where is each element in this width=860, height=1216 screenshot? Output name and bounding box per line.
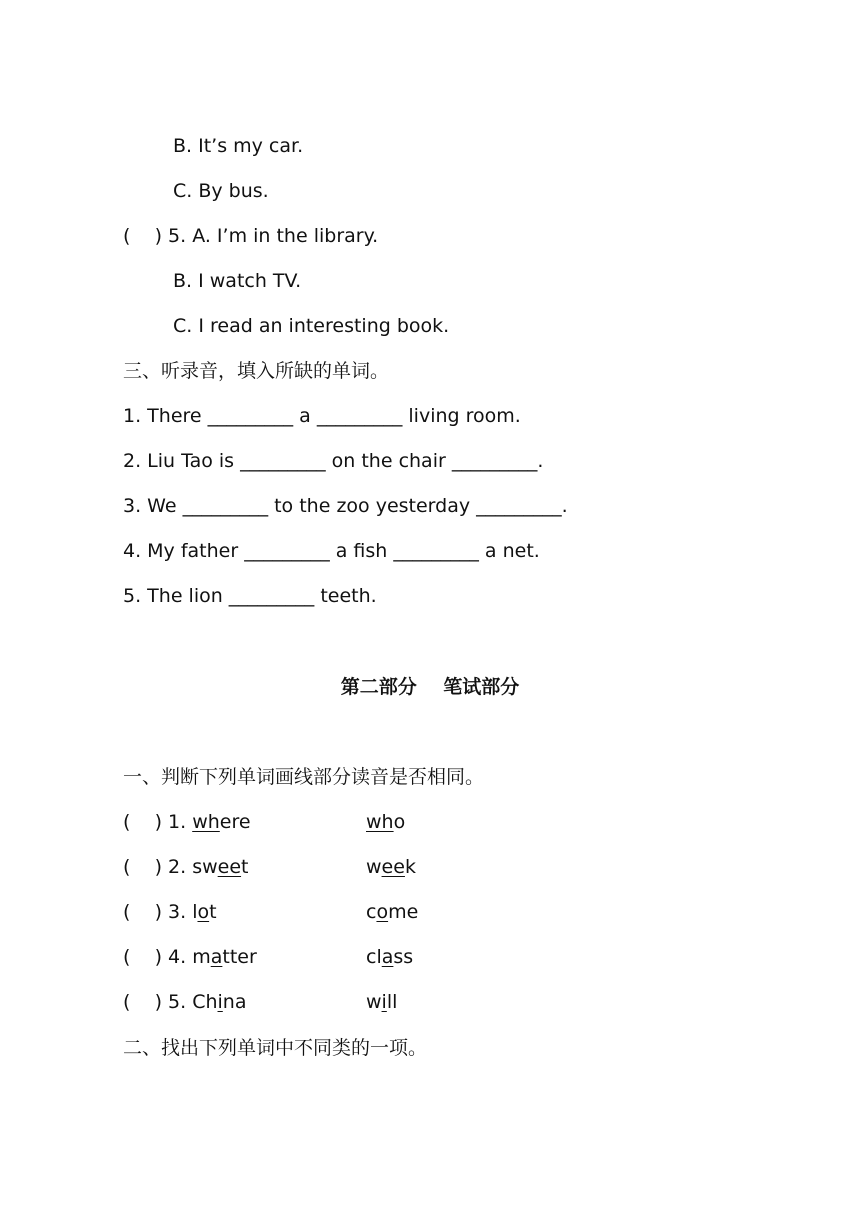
underlined-letters: i (381, 991, 387, 1013)
word-post: k (404, 856, 416, 878)
underlined-letters: ee (217, 856, 242, 878)
item-prefix: ( ) 4. (123, 946, 193, 968)
section-3-heading: 三、听录音，填入所缺的单词。 (123, 360, 390, 382)
item-prefix: ( ) 2. (123, 856, 193, 878)
word-post: o (393, 811, 406, 833)
phonics-compare-3 (366, 899, 418, 925)
word-post: t (241, 856, 249, 878)
word-post: na (222, 991, 247, 1013)
phonics-compare-4 (366, 944, 413, 970)
word-post: ll (386, 991, 398, 1013)
phonics-compare-1 (366, 809, 405, 835)
underlined-letters: a (210, 946, 223, 968)
word-pre: sw (192, 856, 218, 878)
option-4c: C. By bus. (173, 180, 269, 202)
phonics-item-5 (123, 989, 246, 1015)
written-2-heading: 二、找出下列单词中不同类的一项。 (123, 1037, 428, 1059)
phonics-item-3 (123, 899, 217, 925)
word-pre: l (192, 901, 198, 923)
word-pre: m (192, 946, 211, 968)
item-prefix: ( ) 3. (123, 901, 193, 923)
word-post: ere (219, 811, 251, 833)
phonics-compare-2 (366, 854, 416, 880)
word-post: me (388, 901, 419, 923)
part-2-title: 第二部分 笔试部分 (340, 676, 520, 698)
underlined-letters: ee (381, 856, 405, 878)
underlined-letters: o (197, 901, 210, 923)
fill-item-2: 2. Liu Tao is _________ on the chair _________. (123, 450, 544, 472)
word-pre: Ch (192, 991, 218, 1013)
option-5c: C. I read an interesting book. (173, 315, 450, 337)
phonics-item-1 (123, 809, 251, 835)
item-prefix: ( ) 1. (123, 811, 193, 833)
phonics-item-2 (123, 854, 249, 880)
word-pre: cl (366, 946, 382, 968)
item-prefix: ( ) 5. (123, 991, 193, 1013)
phonics-compare-5 (366, 989, 397, 1015)
fill-item-5: 5. The lion _________ teeth. (123, 585, 377, 607)
fill-item-4: 4. My father _________ a fish _________ a net. (123, 540, 540, 562)
word-post: t (209, 901, 217, 923)
underlined-letters: a (381, 946, 394, 968)
word-post: tter (222, 946, 257, 968)
written-1-heading: 一、判断下列单词画线部分读音是否相同。 (123, 766, 485, 788)
underlined-letters: i (217, 991, 223, 1013)
question-5-stem: ( ) 5. A. I’m in the library. (123, 225, 379, 247)
underlined-letters: wh (366, 811, 394, 833)
phonics-item-4 (123, 944, 257, 970)
fill-item-3: 3. We _________ to the zoo yesterday _________. (123, 495, 568, 517)
underlined-letters: o (376, 901, 389, 923)
word-pre: w (366, 991, 382, 1013)
underlined-letters: wh (192, 811, 220, 833)
word-post: ss (393, 946, 414, 968)
word-pre: w (366, 856, 382, 878)
option-4b: B. It’s my car. (173, 135, 304, 157)
fill-item-1: 1. There _________ a _________ living room. (123, 405, 521, 427)
word-pre: c (366, 901, 377, 923)
option-5b: B. I watch TV. (173, 270, 302, 292)
